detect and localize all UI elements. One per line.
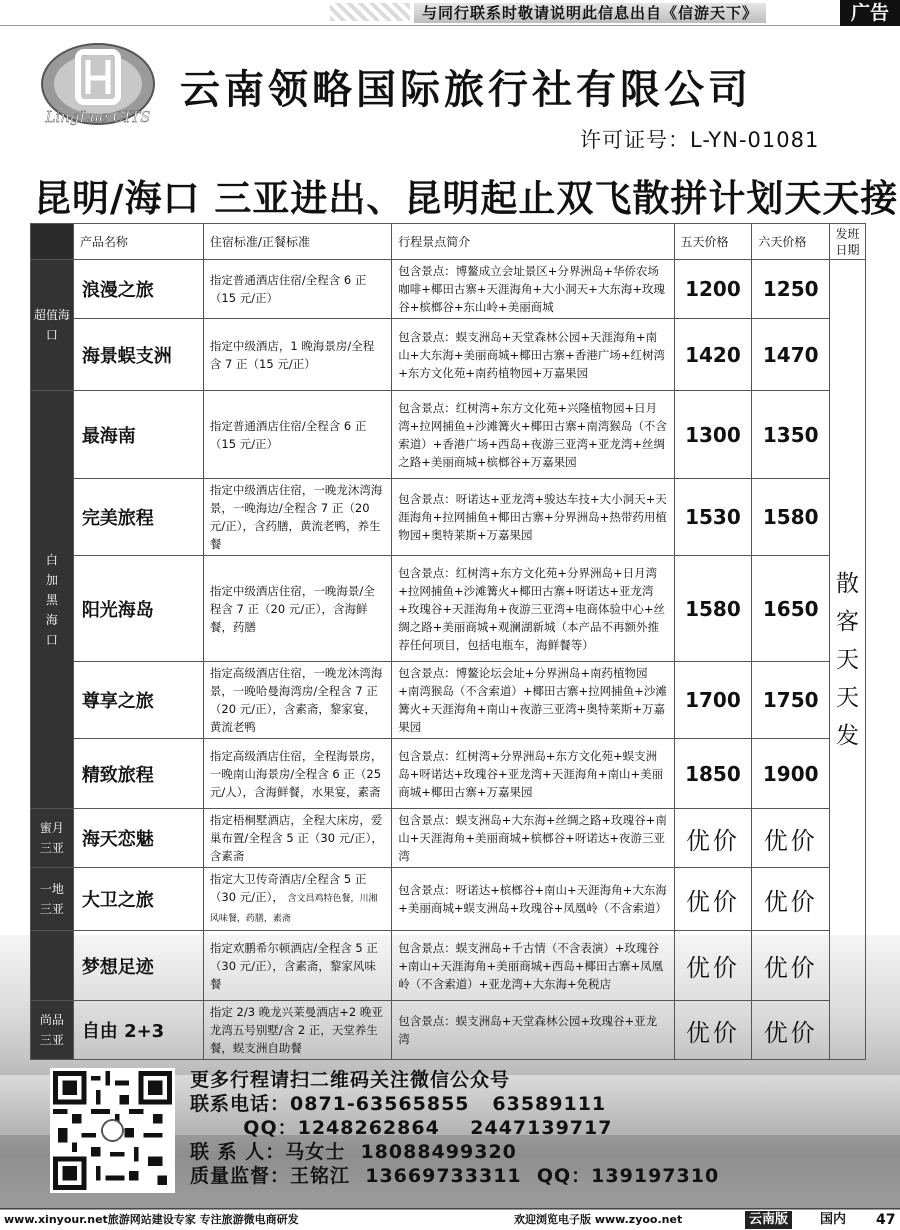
accommodation-note: 含文昌鸡特色餐，川湘风味餐，药膳，素斋 bbox=[209, 894, 378, 924]
product-name: 尊享之旅 bbox=[73, 662, 203, 739]
product-name: 海天恋魅 bbox=[73, 809, 203, 868]
accommodation: 指定普通酒店住宿/全程含 6 正（15 元/正） bbox=[203, 391, 391, 479]
product-name: 精致旅程 bbox=[73, 739, 203, 809]
product-name: 大卫之旅 bbox=[73, 868, 203, 931]
price-5day: 优价 bbox=[674, 1001, 752, 1060]
category-cell bbox=[31, 868, 74, 931]
price-6day: 1900 bbox=[752, 739, 830, 809]
accommodation: 指定欢鹏希尔顿酒店/全程含 5 正（30 元/正），含素斋，黎家风味餐 bbox=[203, 931, 391, 1001]
price-6day: 优价 bbox=[752, 809, 830, 868]
source-notice: 与同行联系时敬请说明此信息出自《信游天下》 bbox=[414, 3, 766, 23]
price-6day: 1650 bbox=[752, 556, 830, 662]
headline: 昆明/海口 三亚进出、昆明起止双飞散拼计划天天接 bbox=[34, 177, 899, 220]
ad-label: 广告 bbox=[840, 0, 900, 26]
price-6day: 1470 bbox=[752, 319, 830, 391]
price-5day: 优价 bbox=[674, 868, 752, 931]
table-row bbox=[31, 260, 866, 319]
category-label: 尚品三亚 bbox=[39, 1013, 64, 1047]
table-row bbox=[31, 739, 866, 809]
accommodation: 指定高级酒店住宿，全程海景房，一晚南山海景房/全程含 6 正（25 元/人），含海鲜餐，水果宴，素斋 bbox=[203, 739, 391, 809]
svg-text:LingLue CITS: LingLue CITS bbox=[45, 108, 151, 126]
price-6day: 1750 bbox=[752, 662, 830, 739]
price-6day: 优价 bbox=[752, 1001, 830, 1060]
category-header bbox=[31, 224, 74, 260]
price-5day: 1530 bbox=[674, 479, 752, 556]
itinerary: 包含景点：红树湾+东方文化苑+分界洲岛+日月湾+拉网捕鱼+沙滩篝火+椰田古寨+呀诺达+亚龙湾+玫瑰谷+天涯海角+夜游三亚湾+电商体验中心+丝绸之路+美丽商城+观澜湖新城（本产品不再额外推荐任何项目，包括电瓶车，海鲜餐等） bbox=[392, 556, 674, 662]
wechat-note: 更多行程请扫二维码关注微信公众号 bbox=[190, 1069, 511, 1091]
itinerary: 包含景点：博鳌成立会址景区+分界洲岛+华侨农场咖啡+椰田古寨+天涯海角+大小洞天+大东海+玫瑰谷+槟榔谷+东山岭+美丽商城 bbox=[392, 260, 674, 319]
col-price6: 六天价格 bbox=[752, 224, 830, 260]
col-name: 产品名称 bbox=[73, 224, 203, 260]
category-label: 一地三亚 bbox=[39, 882, 64, 916]
price-5day: 1200 bbox=[674, 260, 752, 319]
section-label: 国内 bbox=[820, 1212, 847, 1227]
price-6day: 1250 bbox=[752, 260, 830, 319]
edition-tag: 云南版 bbox=[745, 1211, 792, 1229]
itinerary: 包含景点：蜈支洲岛+天堂森林公园+玫瑰谷+亚龙湾 bbox=[392, 1001, 674, 1060]
accommodation: 指定高级酒店住宿，一晚龙沐湾海景，一晚哈曼海湾房/全程含 7 正（20 元/正），含素斋，黎家宴，黄流老鸭 bbox=[203, 662, 391, 739]
product-name: 浪漫之旅 bbox=[73, 260, 203, 319]
col-price5: 五天价格 bbox=[674, 224, 752, 260]
footer-right: 欢迎浏览电子版 www.zyoo.net bbox=[514, 1213, 683, 1226]
page-number: 47 bbox=[876, 1212, 896, 1228]
product-name: 梦想足迹 bbox=[73, 931, 203, 1001]
table-row bbox=[31, 556, 866, 662]
product-name: 完美旅程 bbox=[73, 479, 203, 556]
qr-code[interactable] bbox=[50, 1068, 175, 1193]
col-itinerary: 行程景点简介 bbox=[392, 224, 674, 260]
table-row bbox=[31, 809, 866, 868]
departure-cell bbox=[830, 260, 866, 1060]
price-6day: 1350 bbox=[752, 391, 830, 479]
price-6day: 优价 bbox=[752, 931, 830, 1001]
accommodation: 指定中级酒店，1 晚海景房/全程含 7 正（15 元/正） bbox=[203, 319, 391, 391]
category-cell bbox=[31, 1001, 74, 1060]
footer-left: www.xinyour.net旅游网站建设专家 专注旅游微电商研发 bbox=[4, 1213, 299, 1226]
category-cell: 超值海口 bbox=[31, 260, 74, 391]
itinerary: 包含景点：呀诺达+槟榔谷+南山+天涯海角+大东海+美丽商城+蜈支洲岛+玫瑰谷+凤凰岭（不含索道） bbox=[392, 868, 674, 931]
company-logo bbox=[38, 38, 158, 130]
col-accommodation: 住宿标准/正餐标准 bbox=[203, 224, 391, 260]
page-footer bbox=[0, 1208, 900, 1230]
table-row bbox=[31, 1001, 866, 1060]
price-5day: 1700 bbox=[674, 662, 752, 739]
price-5day: 1300 bbox=[674, 391, 752, 479]
category-cell bbox=[31, 809, 74, 868]
contact-block bbox=[190, 1068, 719, 1188]
category-label: 白加黑海口 bbox=[45, 552, 58, 647]
company-name: 云南领略国际旅行社有限公司 bbox=[180, 67, 752, 113]
itinerary: 包含景点：博鳌论坛会址+分界洲岛+南药植物园+南湾猴岛（不含索道）+椰田古寨+拉网捕鱼+沙滩篝火+天涯海角+南山+夜游三亚湾+奥特莱斯+万嘉果园 bbox=[392, 662, 674, 739]
price-6day: 优价 bbox=[752, 868, 830, 931]
price-5day: 1580 bbox=[674, 556, 752, 662]
price-5day: 1850 bbox=[674, 739, 752, 809]
accommodation-text: 指定大卫传奇酒店/全程含 5 正（30 元/正）， bbox=[209, 872, 367, 904]
product-name: 海景蜈支洲 bbox=[73, 319, 203, 391]
departure-text: 散客天天发 bbox=[836, 570, 860, 749]
product-name: 阳光海岛 bbox=[73, 556, 203, 662]
top-banner bbox=[0, 0, 900, 26]
tour-table bbox=[30, 223, 866, 1060]
itinerary: 包含景点：蜈支洲岛+千古情（不含表演）+玫瑰谷+南山+天涯海角+美丽商城+西岛+椰田古寨+凤凰岭（不含索道）+亚龙湾+大东海+免税店 bbox=[392, 931, 674, 1001]
table-row bbox=[31, 662, 866, 739]
qq-line: QQ：1248262864 2447139717 bbox=[190, 1117, 613, 1139]
itinerary: 包含景点：蜈支洲岛+大东海+丝绸之路+玫瑰谷+南山+天涯海角+美丽商城+槟榔谷+呀诺达+夜游三亚湾 bbox=[392, 809, 674, 868]
category-cell bbox=[31, 931, 74, 1001]
product-name: 自由 2+3 bbox=[73, 1001, 203, 1060]
price-5day: 1420 bbox=[674, 319, 752, 391]
accommodation: 指定中级酒店住宿，一晚龙沐湾海景，一晚海边/全程含 7 正（20 元/正），含药膳，黄流老鸭，养生餐 bbox=[203, 479, 391, 556]
accommodation: 指定中级酒店住宿，一晚海景/全程含 7 正（20 元/正），含海鲜餐，药膳 bbox=[203, 556, 391, 662]
license-number: 许可证号：L-YN-01081 bbox=[580, 128, 820, 152]
price-6day: 1580 bbox=[752, 479, 830, 556]
category-label: 蜜月三亚 bbox=[39, 821, 64, 855]
price-5day: 优价 bbox=[674, 931, 752, 1001]
price-5day: 优价 bbox=[674, 809, 752, 868]
table-header bbox=[31, 224, 866, 260]
accommodation: 指定梧桐墅酒店，全程大床房，爱巢布置/全程含 5 正（30 元/正），含素斋 bbox=[203, 809, 391, 868]
itinerary: 包含景点：红树湾+分界洲岛+东方文化苑+蜈支洲岛+呀诺达+玫瑰谷+亚龙湾+天涯海角+南山+美丽商城+椰田古寨+万嘉果园 bbox=[392, 739, 674, 809]
category-cell bbox=[31, 391, 74, 809]
table-row bbox=[31, 931, 866, 1001]
contact-person-line: 联 系 人：马女士 18088499320 bbox=[190, 1141, 517, 1163]
table-row bbox=[31, 479, 866, 556]
itinerary: 包含景点：呀诺达+亚龙湾+骏达车技+大小洞天+天涯海角+拉网捕鱼+椰田古寨+分界洲岛+热带药用植物园+奥特莱斯+万嘉果园 bbox=[392, 479, 674, 556]
col-date: 发班日期 bbox=[830, 224, 866, 260]
table-row bbox=[31, 391, 866, 479]
product-name: 最海南 bbox=[73, 391, 203, 479]
table-row bbox=[31, 319, 866, 391]
accommodation: 指定普通酒店住宿/全程含 6 正（15 元/正） bbox=[203, 260, 391, 319]
phone-line: 联系电话：0871-63565855 63589111 bbox=[190, 1093, 607, 1115]
accommodation bbox=[203, 868, 391, 931]
decorative-pattern bbox=[330, 3, 410, 21]
itinerary: 包含景点：蜈支洲岛+天堂森林公园+天涯海角+南山+大东海+美丽商城+椰田古寨+香港广场+红树湾+东方文化苑+南药植物园+万嘉果园 bbox=[392, 319, 674, 391]
quality-supervision-line: 质量监督：王铭江 13669733311 QQ：139197310 bbox=[190, 1165, 720, 1187]
accommodation: 指定 2/3 晚龙兴莱曼酒店+2 晚亚龙湾五号别墅/含 2 正，天堂养生餐，蜈支洲自助餐 bbox=[203, 1001, 391, 1060]
table-row bbox=[31, 868, 866, 931]
itinerary: 包含景点：红树湾+东方文化苑+兴隆植物园+日月湾+拉网捕鱼+沙滩篝火+椰田古寨+南湾猴岛（不含索道）+香港广场+西岛+夜游三亚湾+亚龙湾+丝绸之路+美丽商城+槟榔谷+万嘉果园 bbox=[392, 391, 674, 479]
